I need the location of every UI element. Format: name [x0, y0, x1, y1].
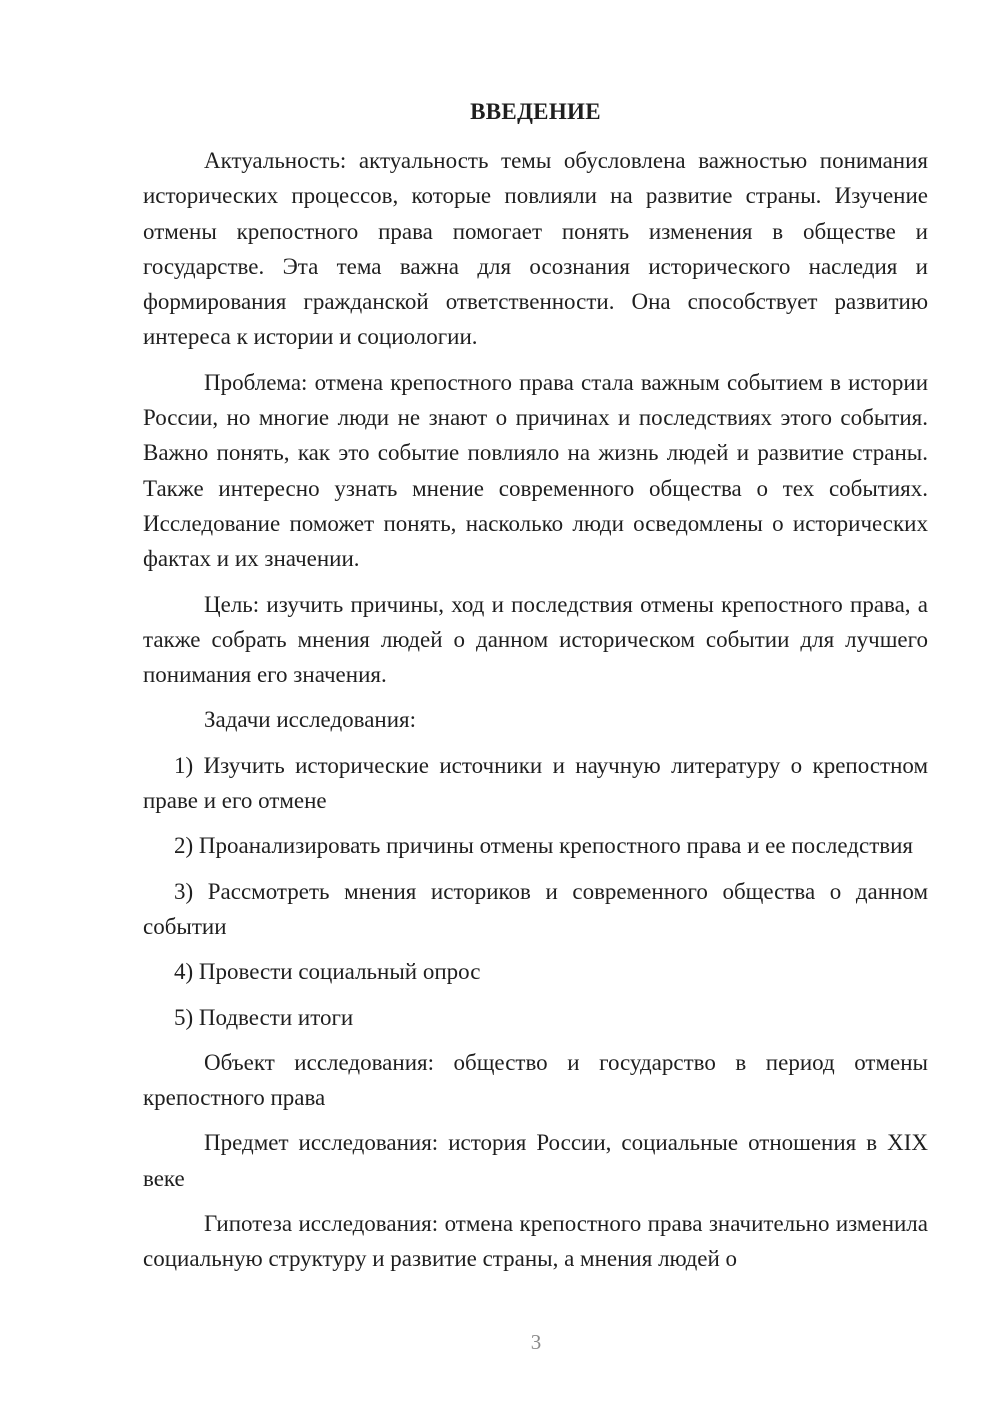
body-text	[143, 143, 928, 1277]
paragraph-hypothesis: Гипотеза исследования: отмена крепостного права значительно изменила социальную структуру и развитие страны, а мнения людей о	[143, 1211, 928, 1272]
task-item-4: 4) Провести социальный опрос	[174, 959, 481, 985]
paragraph-subject: Предмет исследования: история России, социальные отношения в XIX веке	[143, 1130, 928, 1191]
page-title: ВВЕДЕНИЕ	[470, 99, 601, 124]
paragraph-relevance: Актуальность: актуальность темы обусловлена важностью понимания исторических процессов, которые повлияли на развитие страны. Изучение отмены крепостного права помогает понять изменения в обществе и государстве. Эта тема важна для осознания исторического наследия и формирования гражданской ответственности. Она способствует развитию интереса к истории и социологии.	[143, 148, 928, 350]
paragraph-object: Объект исследования: общество и государство в период отмены крепостного права	[143, 1049, 928, 1111]
paragraph-goal: Цель: изучить причины, ход и последствия отмены крепостного права, а также собрать мнения людей о данном историческом событии для лучшего понимания его значения.	[143, 591, 928, 688]
task-item-2: 2) Проанализировать причины отмены крепостного права и ее последствия	[174, 833, 913, 859]
tasks-heading: Задачи исследования:	[204, 707, 417, 733]
task-item-3: 3) Рассмотреть мнения историков и современного общества о данном событии	[143, 878, 928, 939]
paragraph-problem: Проблема: отмена крепостного права стала важным событием в истории России, но многие люди не знают о причинах и последствиях этого события. Важно понять, как это событие повлияло на жизнь людей и развитие страны. Также интересно узнать мнение современного общества о тех событиях. Исследование поможет понять, насколько люди осведомлены о исторических фактах и их значении.	[143, 369, 928, 572]
task-item-1: 1) Изучить исторические источники и научную литературу о крепостном праве и его отмене	[143, 752, 928, 814]
task-item-5: 5) Подвести итоги	[174, 1004, 354, 1030]
page-number: 3	[530, 1330, 542, 1354]
